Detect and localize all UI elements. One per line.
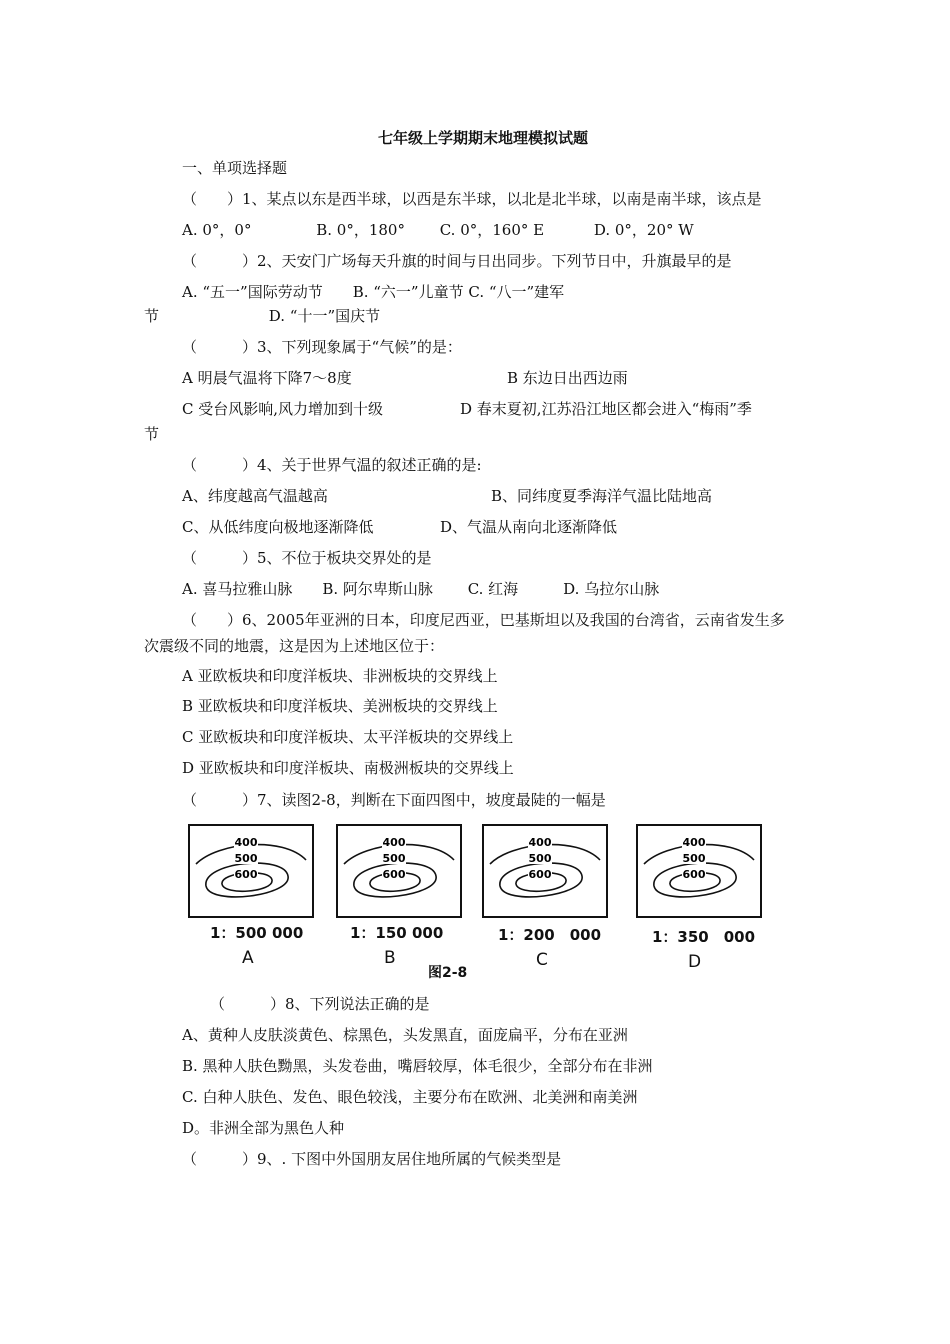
contour-label-400: 400 <box>682 836 706 849</box>
question-8-option-d: D。非洲全部为黑色人种 <box>182 1119 345 1137</box>
question-6-option-b: B 亚欧板块和印度洋板块、美洲板块的交界线上 <box>182 697 498 715</box>
question-6-option-d: D 亚欧板块和印度洋板块、南极洲板块的交界线上 <box>182 759 514 777</box>
question-4-option-c: C、从低纬度向极地逐渐降低 <box>182 518 374 536</box>
scale-a: 1：500 000 <box>210 924 304 942</box>
figure-caption: 图2-8 <box>428 965 468 981</box>
contour-label-600: 600 <box>382 868 406 881</box>
contour-label-500: 500 <box>682 852 706 865</box>
question-8-stem: （ ）8、下列说法正确的是 <box>210 995 430 1013</box>
question-6-option-c: C 亚欧板块和印度洋板块、太平洋板块的交界线上 <box>182 728 514 746</box>
contour-label-600: 600 <box>528 868 552 881</box>
question-3-option-d: D 春末夏初,江苏沿江地区都会进入“梅雨”季 <box>460 400 752 418</box>
question-3-stem: （ ）3、下列现象属于“气候”的是： <box>182 338 462 356</box>
contour-label-400: 400 <box>234 836 258 849</box>
question-6-option-a: A 亚欧板块和印度洋板块、非洲板块的交界线上 <box>182 667 498 685</box>
question-7-stem: （ ）7、读图2-8，判断在下面四图中，坡度最陡的一幅是 <box>182 791 606 809</box>
question-8-option-a: A、黄种人皮肤淡黄色、棕黑色，头发黑直，面庞扁平，分布在亚洲 <box>182 1026 628 1044</box>
question-6-stem-cont: 次震级不同的地震，这是因为上述地区位于： <box>144 637 445 655</box>
panel-letter-a: A <box>242 948 254 968</box>
page-title: 七年级上学期期末地理模拟试题 <box>378 129 589 147</box>
contour-label-400: 400 <box>382 836 406 849</box>
question-3-option-b: B 东边日出西边雨 <box>507 369 628 387</box>
question-1-options: A. 0°，0° B. 0°，180° C. 0°，160° E D. 0°，20° W <box>182 221 694 239</box>
question-4-option-b: B、同纬度夏季海洋气温比陆地高 <box>491 487 713 505</box>
question-4-option-d: D、气温从南向北逐渐降低 <box>440 518 618 536</box>
contour-label-500: 500 <box>234 852 258 865</box>
contour-panel-d <box>636 824 762 918</box>
question-5-options: A. 喜马拉雅山脉 B. 阿尔卑斯山脉 C. 红海 D. 乌拉尔山脉 <box>182 580 660 598</box>
question-8-option-b: B. 黑种人肤色黝黑，头发卷曲，嘴唇较厚，体毛很少，全部分布在非洲 <box>182 1057 653 1075</box>
question-2-options: A. “五一”国际劳动节 B. “六一”儿童节 C. “八一”建军 <box>182 283 565 301</box>
contour-label-600: 600 <box>234 868 258 881</box>
question-3-option-a: A 明晨气温将下降7～8度 <box>182 369 352 387</box>
contour-panel-b <box>336 824 462 918</box>
question-3-option-d-cont: 节 <box>144 425 160 443</box>
contour-figure <box>186 820 776 980</box>
question-5-stem: （ ）5、不位于板块交界处的是 <box>182 549 432 567</box>
panel-letter-d: D <box>688 952 702 972</box>
question-2-stem: （ ）2、天安门广场每天升旗的时间与日出同步。下列节日中，升旗最早的是 <box>182 252 732 270</box>
question-4-stem: （ ）4、关于世界气温的叙述正确的是: <box>182 456 482 474</box>
question-1-stem: （ ）1、某点以东是西半球，以西是东半球，以北是北半球，以南是南半球，该点是 <box>182 190 762 208</box>
scale-c: 1：200 000 <box>498 926 602 944</box>
panel-letter-b: B <box>384 948 396 968</box>
contour-label-600: 600 <box>682 868 706 881</box>
panel-letter-c: C <box>536 950 548 970</box>
contour-label-500: 500 <box>382 852 406 865</box>
contour-label-400: 400 <box>528 836 552 849</box>
question-9-stem: （ ）9、. 下图中外国朋友居住地所属的气候类型是 <box>182 1150 562 1168</box>
contour-panel-a <box>188 824 314 918</box>
scale-b: 1：150 000 <box>350 924 444 942</box>
question-3-option-c: C 受台风影响,风力增加到十级 <box>182 400 384 418</box>
question-8-option-c: C. 白种人肤色、发色、眼色较浅，主要分布在欧洲、北美洲和南美洲 <box>182 1088 638 1106</box>
section-heading: 一、单项选择题 <box>182 159 288 177</box>
contour-panel-c <box>482 824 608 918</box>
question-2-options-cont: 节 D. “十一”国庆节 <box>144 307 381 325</box>
contour-label-500: 500 <box>528 852 552 865</box>
question-4-option-a: A、纬度越高气温越高 <box>182 487 328 505</box>
scale-d: 1：350 000 <box>652 928 756 946</box>
question-6-stem: （ ）6、2005年亚洲的日本，印度尼西亚，巴基斯坦以及我国的台湾省，云南省发生多 <box>182 611 785 629</box>
